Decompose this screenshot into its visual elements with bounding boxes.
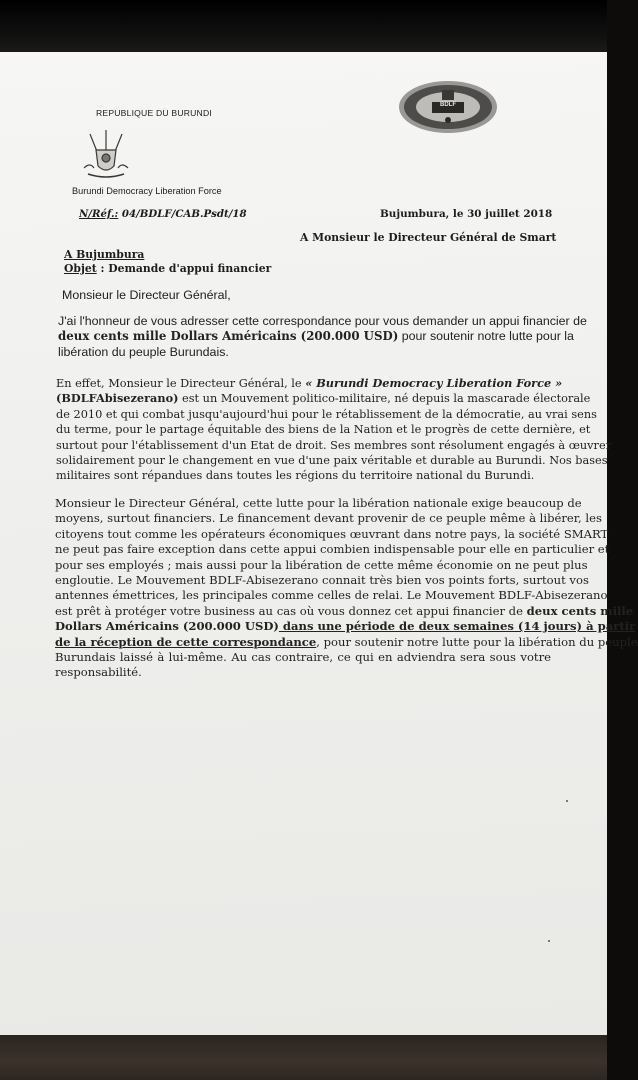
- paragraph-line: citoyens tout comme les opérateurs économiques œuvrant dans notre pays, la société SMART: [55, 526, 609, 541]
- paragraph-line: Burundais laissé à lui-même. Au cas contraire, ce qui en adviendra sera sous votre: [55, 649, 551, 664]
- dark-background-top: [0, 0, 607, 52]
- paper-speck: [548, 940, 550, 942]
- paragraph-line: Monsieur le Directeur Général, cette lutte pour la libération nationale exige beaucoup de: [55, 496, 582, 510]
- burundi-coat-of-arms-icon: [78, 128, 134, 184]
- paragraph-line: ne peut pas faire exception dans cette appui combien indispensable pour elle en particulier et: [55, 542, 610, 557]
- paragraph-line: libération du peuple Burundais.: [58, 344, 229, 359]
- paragraph-line: [55, 634, 638, 650]
- subject-line: [64, 262, 271, 275]
- paragraph-line: J'ai l'honneur de vous adresser cette correspondance pour vous demander un appui financier de: [58, 314, 587, 328]
- paragraph-line: [56, 376, 563, 391]
- addressee: A Monsieur le Directeur Général de Smart: [300, 231, 557, 244]
- republic-heading: REPUBLIQUE DU BURUNDI: [96, 108, 212, 118]
- letter-page: [0, 52, 638, 1035]
- paragraph-text: est prêt à protéger votre business au cas où vous donnez cet appui financier de: [55, 603, 527, 618]
- place-date: Bujumbura, le 30 juillet 2018: [380, 208, 553, 220]
- paragraph-line: [56, 391, 591, 406]
- paragraph-text: est un Mouvement politico-militaire, né depuis la mascarade électorale: [178, 392, 591, 406]
- reference-value: 04/BDLF/CAB.Psdt/18: [118, 208, 247, 220]
- subject-text: : Demande d'appui financier: [96, 262, 272, 275]
- paragraph-line: antennes émettrices, les principales comme celles de relai. Le Mouvement BDLF-Abisezerano: [55, 588, 608, 603]
- recipient-city: A Bujumbura: [64, 248, 145, 261]
- paragraph-text: , pour soutenir notre lutte pour la libération du peuple: [316, 634, 638, 649]
- paragraph-line: [58, 329, 574, 344]
- paragraph-text: pour soutenir notre lutte pour la: [398, 329, 574, 344]
- subject-label: Objet: [64, 262, 97, 275]
- paragraph-line: solidairement pour le changement en vue d'une paix véritable et durable au Burundi. Nos bases: [56, 453, 608, 467]
- amount-bold: deux cents mille: [526, 603, 634, 618]
- paper-speck: [566, 800, 568, 802]
- deadline-underlined: dans une période de deux semaines (14 jours) à partir: [278, 619, 636, 634]
- paragraph-request: [58, 314, 587, 360]
- paragraph-line: responsabilité.: [55, 665, 142, 680]
- deadline-underlined: de la réception de cette correspondance: [55, 634, 317, 649]
- paragraph-line: pour ses employés ; mais aussi pour la libération de cette même économie on ne peut plus: [55, 557, 588, 572]
- organization-name: Burundi Democracy Liberation Force: [72, 186, 222, 196]
- salutation: Monsieur le Directeur Général,: [62, 288, 231, 302]
- logo-text: BDLF: [440, 102, 456, 108]
- paragraph-demand: [55, 496, 638, 681]
- paragraph-line: engloutie. Le Mouvement BDLF-Abisezerano connait très bien vos points forts, surtout vos: [55, 572, 589, 587]
- paragraph-line: [55, 603, 634, 619]
- paragraph-line: de 2010 et qui combat jusqu'aujourd'hui pour le rétablissement de la démocratie, au vrai sens: [56, 407, 597, 421]
- amount-bold: Dollars Américains (200.000 USD): [55, 619, 279, 634]
- paragraph-line: [55, 619, 636, 634]
- paragraph-line: du terme, pour le partage équitable des biens de la Nation et le progrès de cette dernière, et: [56, 423, 591, 437]
- bdlf-logo: [398, 80, 498, 134]
- movement-name: « Burundi Democracy Liberation Force »: [305, 376, 563, 390]
- movement-acronym: (BDLFAbisezerano): [56, 391, 179, 406]
- paragraph-line: militaires sont répandues dans toutes les régions du territoire national du Burundi.: [56, 469, 535, 483]
- reference-label: N/Réf.:: [79, 208, 119, 220]
- paragraph-presentation: [56, 376, 612, 484]
- paragraph-text: En effet, Monsieur le Directeur Général, le: [56, 377, 306, 390]
- paragraph-line: moyens, surtout financiers. Le financement devant provenir de ce peuple même à libérer, les: [55, 511, 602, 526]
- reference-line: [79, 208, 247, 220]
- amount-bold: deux cents mille Dollars Américains (200.000 USD): [58, 329, 399, 344]
- table-surface: [0, 1035, 607, 1080]
- paragraph-line: surtout pour l'établissement d'un Etat de droit. Ses membres sont résolument engagés à œuvrer: [56, 438, 612, 452]
